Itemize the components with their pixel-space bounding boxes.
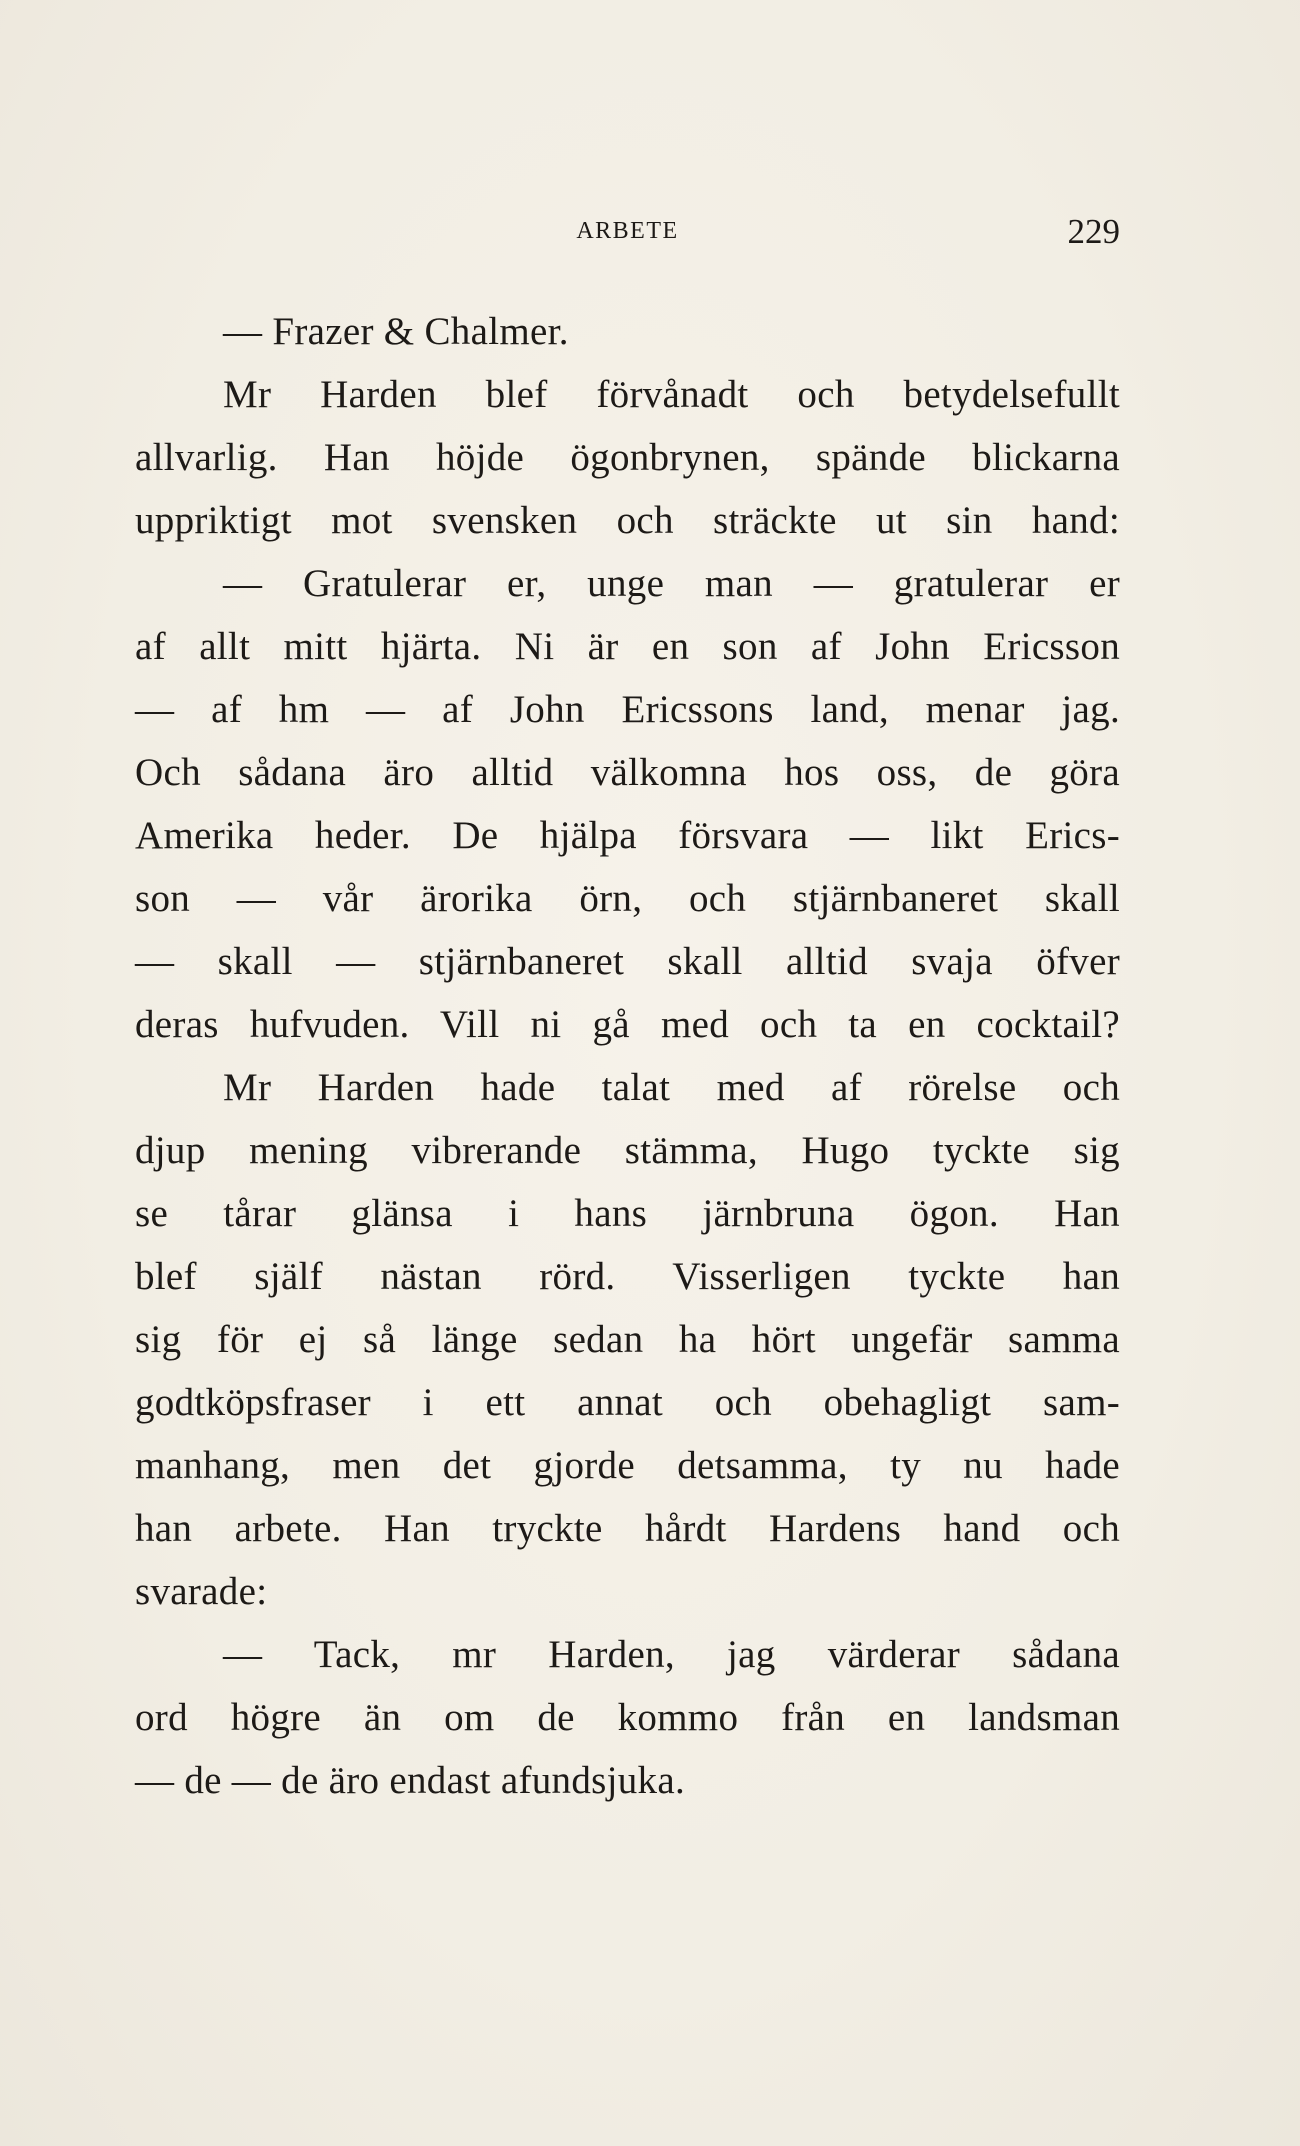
body-text <box>135 300 1120 1812</box>
text-line: deras hufvuden. Vill ni gå med och ta en cocktail? <box>135 1003 1120 1046</box>
text-line: — de — de äro endast afundsjuka. <box>135 1759 686 1802</box>
page-header <box>135 212 1120 252</box>
text-line: svarade: <box>135 1570 268 1613</box>
text-line: Amerika heder. De hjälpa försvara — likt Erics- <box>135 814 1120 857</box>
text-line: — af hm — af John Ericssons land, menar jag. <box>135 688 1120 731</box>
running-title: ARBETE <box>576 218 679 244</box>
text-line: se tårar glänsa i hans järnbruna ögon. Han <box>135 1192 1120 1235</box>
text-line: blef själf nästan rörd. Visserligen tyckte han <box>135 1255 1120 1298</box>
text-line: Och sådana äro alltid välkomna hos oss, de göra <box>135 751 1120 794</box>
text-line: djup mening vibrerande stämma, Hugo tyckte sig <box>135 1129 1120 1172</box>
text-line: — skall — stjärnbaneret skall alltid svaja öfver <box>135 940 1120 983</box>
text-line: sig för ej så länge sedan ha hört ungefär samma <box>135 1318 1120 1361</box>
text-line: han arbete. Han tryckte hårdt Hardens hand och <box>135 1507 1120 1550</box>
text-line: af allt mitt hjärta. Ni är en son af John Ericsson <box>135 625 1120 668</box>
text-line: allvarlig. Han höjde ögonbrynen, spände blickarna <box>135 436 1120 479</box>
text-line: — Gratulerar er, unge man — gratulerar er <box>223 562 1120 605</box>
text-line: Mr Harden hade talat med af rörelse och <box>223 1066 1120 1109</box>
text-line: godtköpsfraser i ett annat och obehagligt sam- <box>135 1381 1120 1424</box>
page-number: 229 <box>1067 212 1120 251</box>
text-line: uppriktigt mot svensken och sträckte ut sin hand: <box>135 499 1120 542</box>
text-line: — Frazer & Chalmer. <box>223 310 569 353</box>
text-line: ord högre än om de kommo från en landsman <box>135 1696 1120 1739</box>
text-line: — Tack, mr Harden, jag värderar sådana <box>223 1633 1120 1676</box>
text-line: son — vår ärorika örn, och stjärnbaneret skall <box>135 877 1120 920</box>
text-line: manhang, men det gjorde detsamma, ty nu hade <box>135 1444 1120 1487</box>
text-line: Mr Harden blef förvånadt och betydelsefullt <box>223 373 1120 416</box>
